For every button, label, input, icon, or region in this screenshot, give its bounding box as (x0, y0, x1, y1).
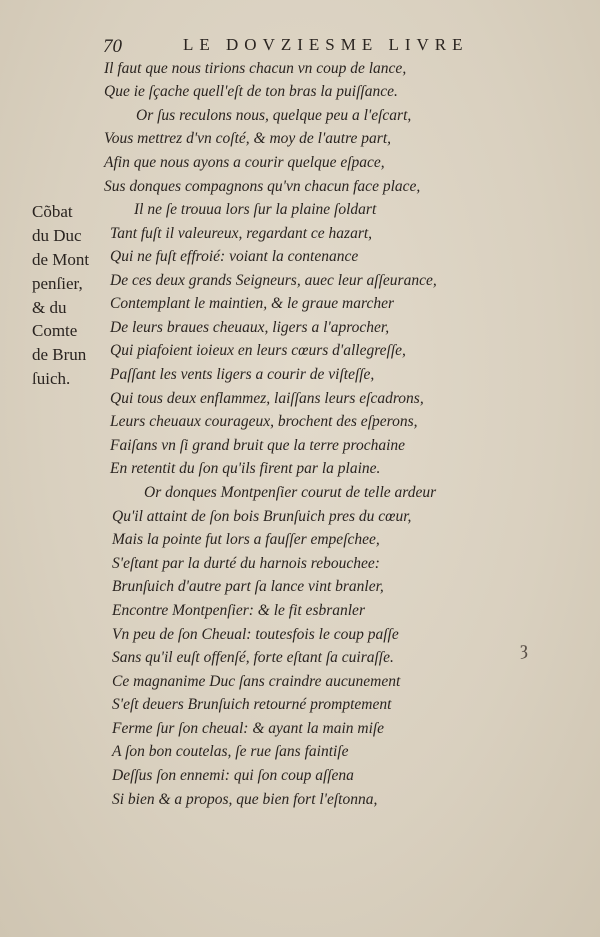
margin-note-line: Cõbat (32, 202, 73, 221)
running-title: LE DOVZIESME LIVRE (183, 35, 469, 54)
verse-line: S'eſt deuers Brunſuich retourné promptement (112, 696, 392, 713)
verse-line: Encontre Montpenſier: & le fit esbranler (112, 602, 365, 619)
verse-line: Que ie ſçache quell'eſt de ton bras la puiſſance. (104, 83, 398, 100)
verse-line: En retentit du ſon qu'ils firent par la plaine. (110, 460, 381, 477)
bleed-through-mark: ȝ (520, 638, 528, 660)
verse-line: Afin que nous ayons a courir quelque eſpace, (104, 154, 385, 171)
verse-line: Sus donques compagnons qu'vn chacun face place, (104, 178, 421, 195)
verse-line: Leurs cheuaux courageux, brochent des eſperons, (110, 413, 418, 430)
verse-line: Qui piafoient ioieux en leurs cœurs d'allegreſſe, (110, 342, 406, 359)
verse-line: Mais la pointe fut lors a fauſſer empeſchee, (112, 531, 380, 548)
verse-line: Brunſuich d'autre part ſa lance vint branler, (112, 578, 384, 595)
verse-line: Si bien & a propos, que bien fort l'eſtonna, (112, 791, 378, 808)
verse-line: Vous mettrez d'vn coſté, & moy de l'autre part, (104, 130, 392, 147)
margin-note-line: ſuich. (32, 369, 71, 388)
verse-line: Qui tous deux enflammez, laiſſans leurs eſcadrons, (110, 390, 424, 407)
verse-line: Tant fuſt il valeureux, regardant ce hazart, (110, 225, 373, 242)
verse-line: Qui ne fuſt effroié: voiant la contenance (110, 248, 359, 265)
verse-line: Contemplant le maintien, & le graue marcher (110, 295, 394, 312)
verse-line: Faiſans vn ſi grand bruit que la terre prochaine (110, 437, 406, 454)
margin-note-line: & du (32, 298, 67, 317)
verse-line: Il ne ſe trouua lors ſur la plaine ſoldart (134, 201, 377, 218)
verse-line: S'eſtant par la durté du harnois rebouchee: (112, 555, 380, 572)
margin-note-line: du Duc (32, 226, 82, 245)
verse-line: Ferme ſur ſon cheual: & ayant la main miſe (112, 720, 385, 737)
margin-note-line: de Mont (32, 250, 90, 269)
verse-line: Or donques Montpenſier courut de telle ardeur (144, 484, 437, 501)
verse-line: A ſon bon coutelas, ſe rue ſans faintiſe (112, 743, 349, 760)
verse-line: Paſſant les vents ligers a courir de viſteſſe, (110, 366, 375, 383)
verse-line: Or ſus reculons nous, quelque peu a l'eſcart, (136, 107, 412, 124)
page-number: 70 (103, 36, 122, 57)
verse-line: Ce magnanime Duc ſans craindre aucunement (112, 673, 401, 690)
verse-line: De ces deux grands Seigneurs, auec leur aſſeurance, (110, 272, 437, 289)
margin-note-line: Comte (32, 321, 78, 340)
verse-line: Qu'il attaint de ſon bois Brunſuich pres du cœur, (112, 508, 412, 525)
verse-line: Sans qu'il euſt offenſé, forte eſtant ſa cuiraſſe. (112, 649, 394, 666)
margin-note-line: penſier, (32, 274, 83, 293)
verse-line: Deſſus ſon ennemi: qui ſon coup aſſena (112, 767, 354, 784)
verse-line: Il faut que nous tirions chacun vn coup de lance, (104, 60, 407, 77)
verse-line: Vn peu de ſon Cheual: toutesfois le coup paſſe (112, 626, 399, 643)
verse-line: De leurs braues cheuaux, ligers a l'aprocher, (110, 319, 390, 336)
margin-note-line: de Brun (32, 345, 87, 364)
